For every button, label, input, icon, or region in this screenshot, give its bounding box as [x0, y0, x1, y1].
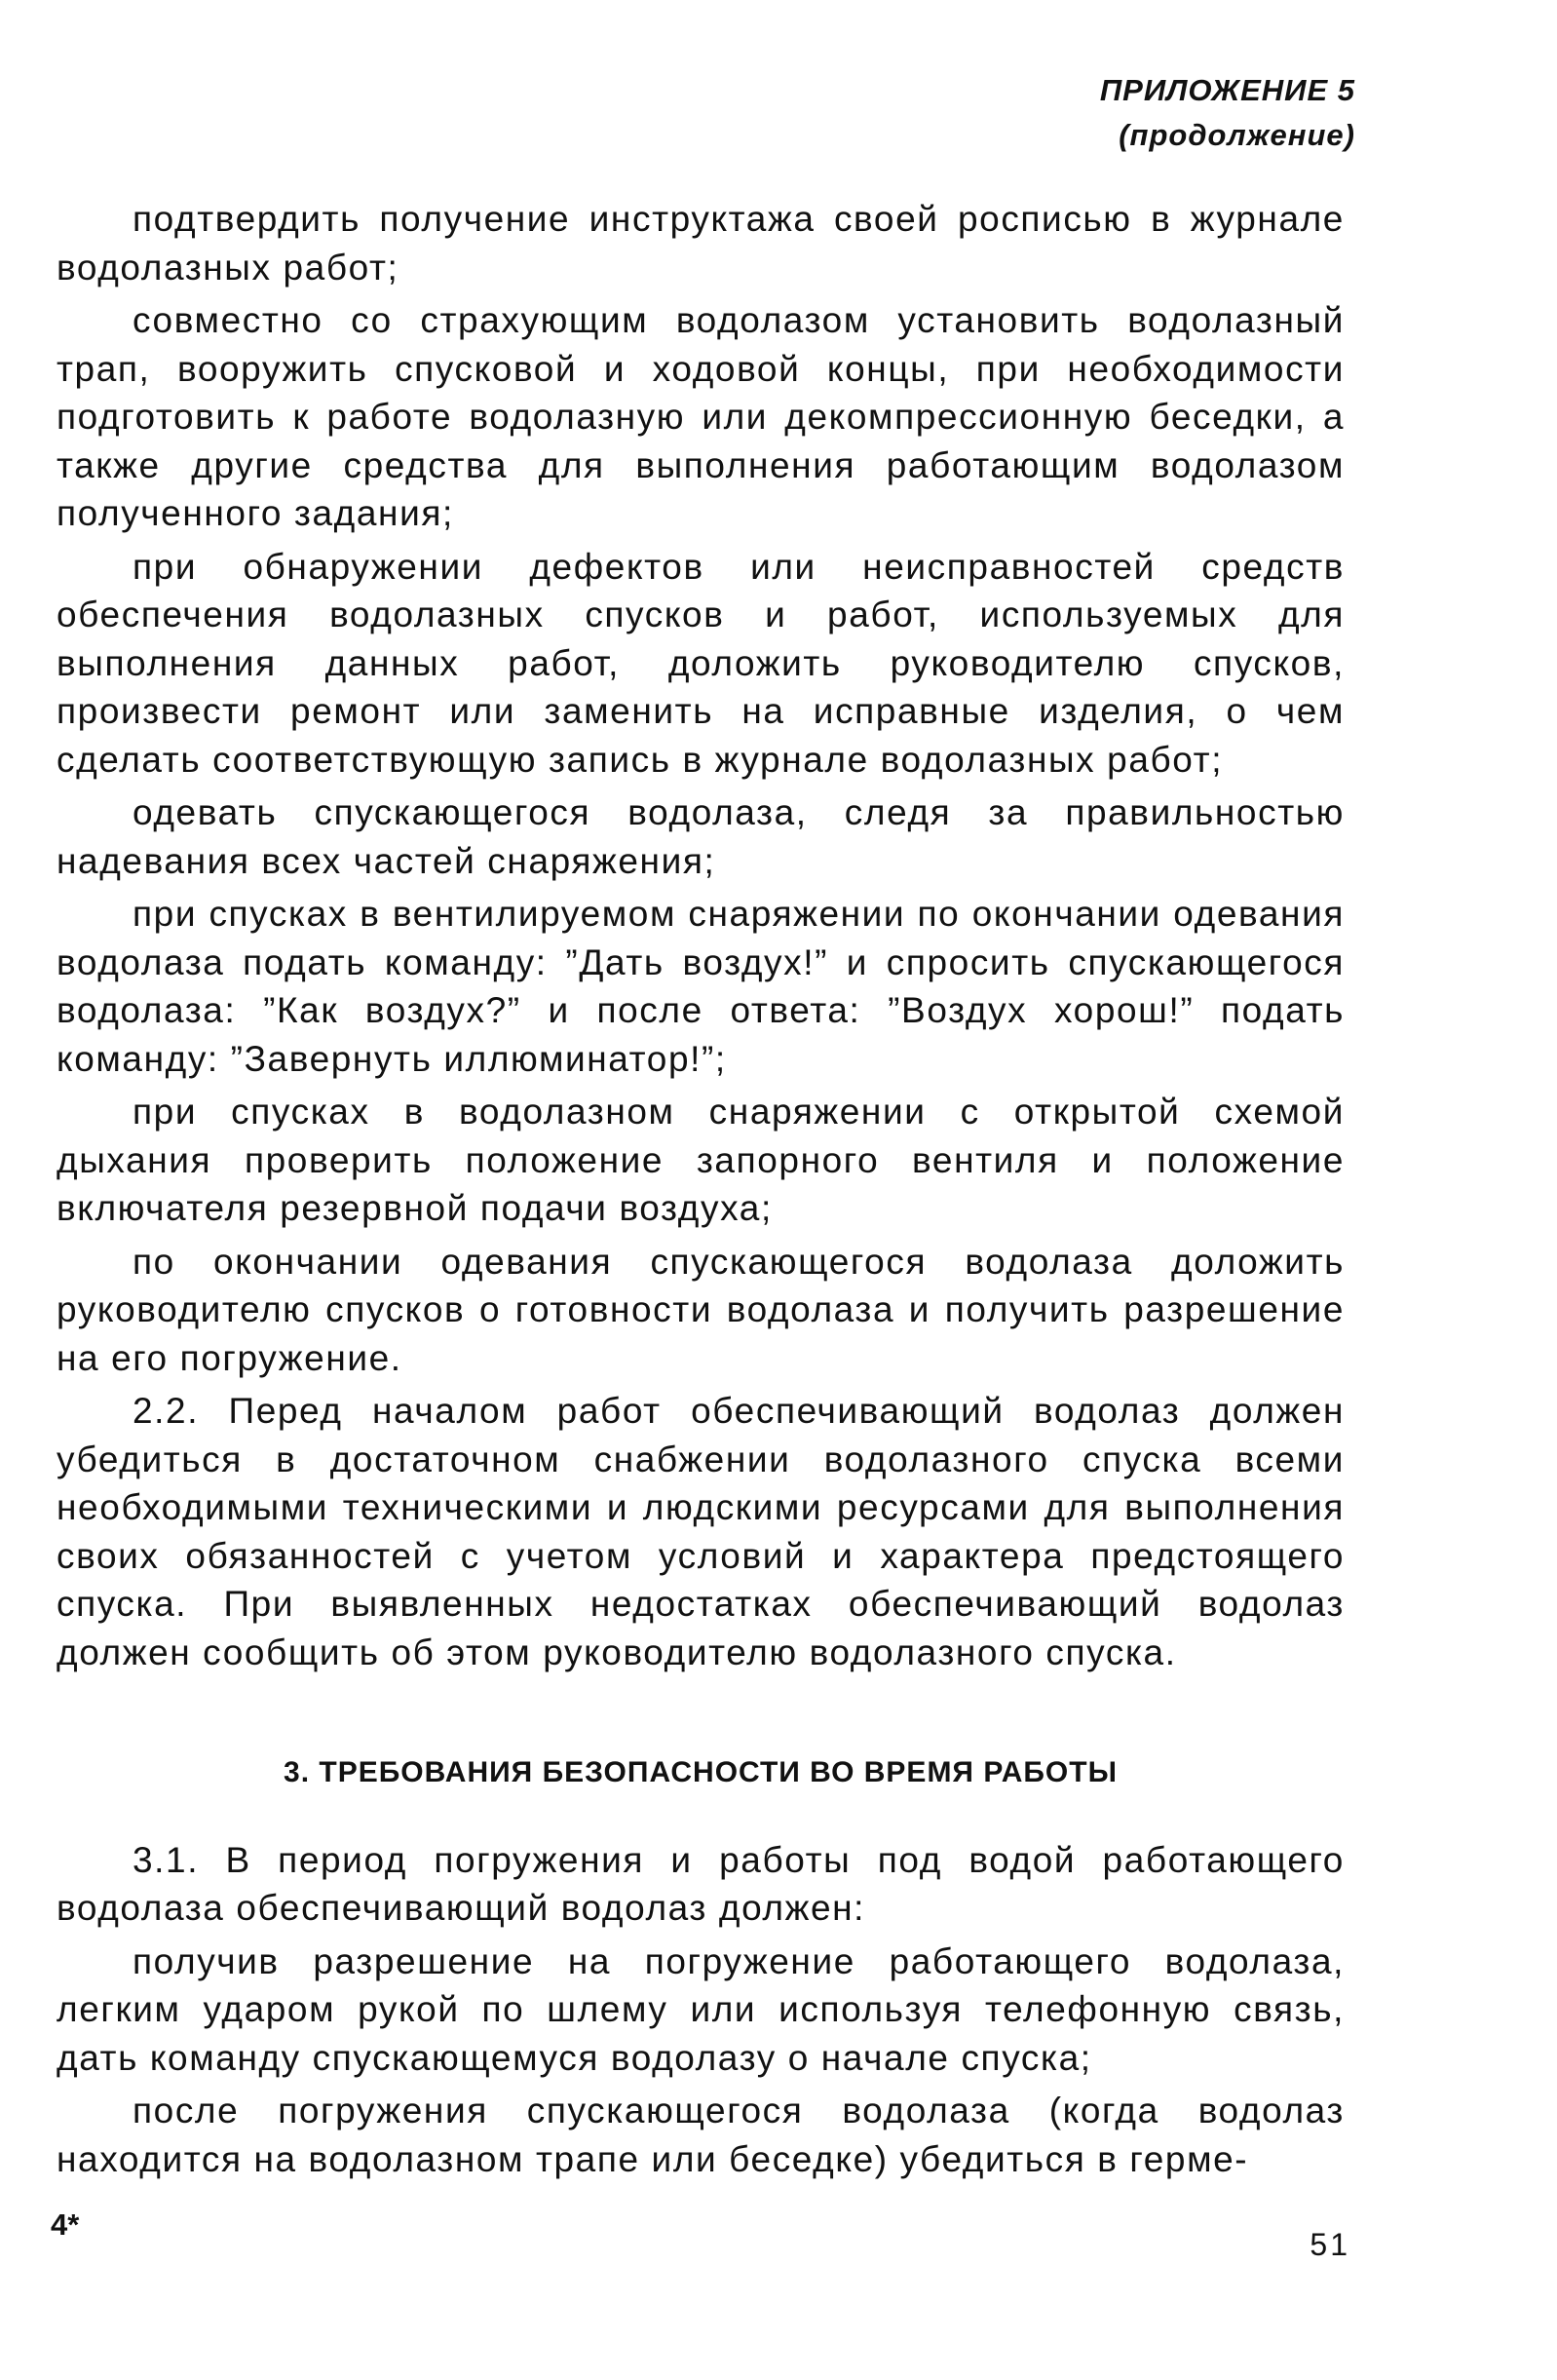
- paragraph: при спусках в вентилируемом снаряжении по окончании одевания водолаза подать команду: ”Дать воздух!” и спросить спускающегося водолаза: ”Как воздух?” и после ответа: ”Воздух хорош!” подать команду: ”Завернуть иллюминатор!”;: [57, 894, 1345, 1079]
- appendix-label: ПРИЛОЖЕНИЕ 5: [1099, 73, 1355, 107]
- paragraph-3-1: 3.1. В период погружения и работы под водой работающего водолаза обеспечивающий водолаз должен:: [57, 1839, 1345, 1928]
- page-body: [57, 195, 1345, 2188]
- paragraph: по окончании одевания спускающегося водолаза доложить руководителю спусков о готовности водолаза и получить разрешение на его погружение.: [57, 1241, 1345, 1378]
- paragraph: одевать спускающегося водолаза, следя за правильностью надевания всех частей снаряжения;: [57, 792, 1345, 881]
- paragraph: при спусках в водолазном снаряжении с открытой схемой дыхания проверить положение запорного вентиля и положение включателя резервной подачи воздуха;: [57, 1092, 1345, 1228]
- paragraph-2-2: 2.2. Перед началом работ обеспечивающий водолаз должен убедиться в достаточном снабжении водолазного спуска всеми необходимыми техническими и людскими ресурсами для выполнения своих обязанностей с учетом условий и характера предстоящего спуска. При выявленных недостатках обеспечивающий водолаз должен сообщить об этом руководителю водолазного спуска.: [57, 1391, 1345, 1672]
- continuation-label: (продолжение): [1119, 118, 1355, 152]
- section-heading: 3. ТРЕБОВАНИЯ БЕЗОПАСНОСТИ ВО ВРЕМЯ РАБОТЫ: [284, 1756, 1118, 1788]
- paragraph: после погружения спускающегося водолаза (когда водолаз находится на водолазном трапе или беседке) убедиться в герме-: [57, 2091, 1345, 2179]
- paragraph: при обнаружении дефектов или неисправностей средств обеспечения водолазных спусков и работ, используемых для выполнения данных работ, доложить руководителю спусков, произвести ремонт или заменить на исправные изделия, о чем сделать соответствующую запись в журнале водолазных работ;: [57, 546, 1345, 780]
- paragraph: подтвердить получение инструктажа своей росписью в журнале водолазных работ;: [57, 199, 1345, 288]
- signature-mark: 4*: [51, 2207, 80, 2242]
- running-header: [1100, 68, 1355, 158]
- page-number: 51: [1310, 2227, 1350, 2262]
- paragraph: получив разрешение на погружение работающего водолаза, легким ударом рукой по шлему или используя телефонную связь, дать команду спускающемуся водолазу о начале спуска;: [57, 1940, 1345, 2078]
- paragraph: совместно со страхующим водолазом установить водолазный трап, вооружить спусковой и ходовой концы, при необходимости подготовить к работе водолазную или декомпрессионную беседки, а также другие средства для выполнения работающим водолазом полученного задания;: [57, 300, 1345, 533]
